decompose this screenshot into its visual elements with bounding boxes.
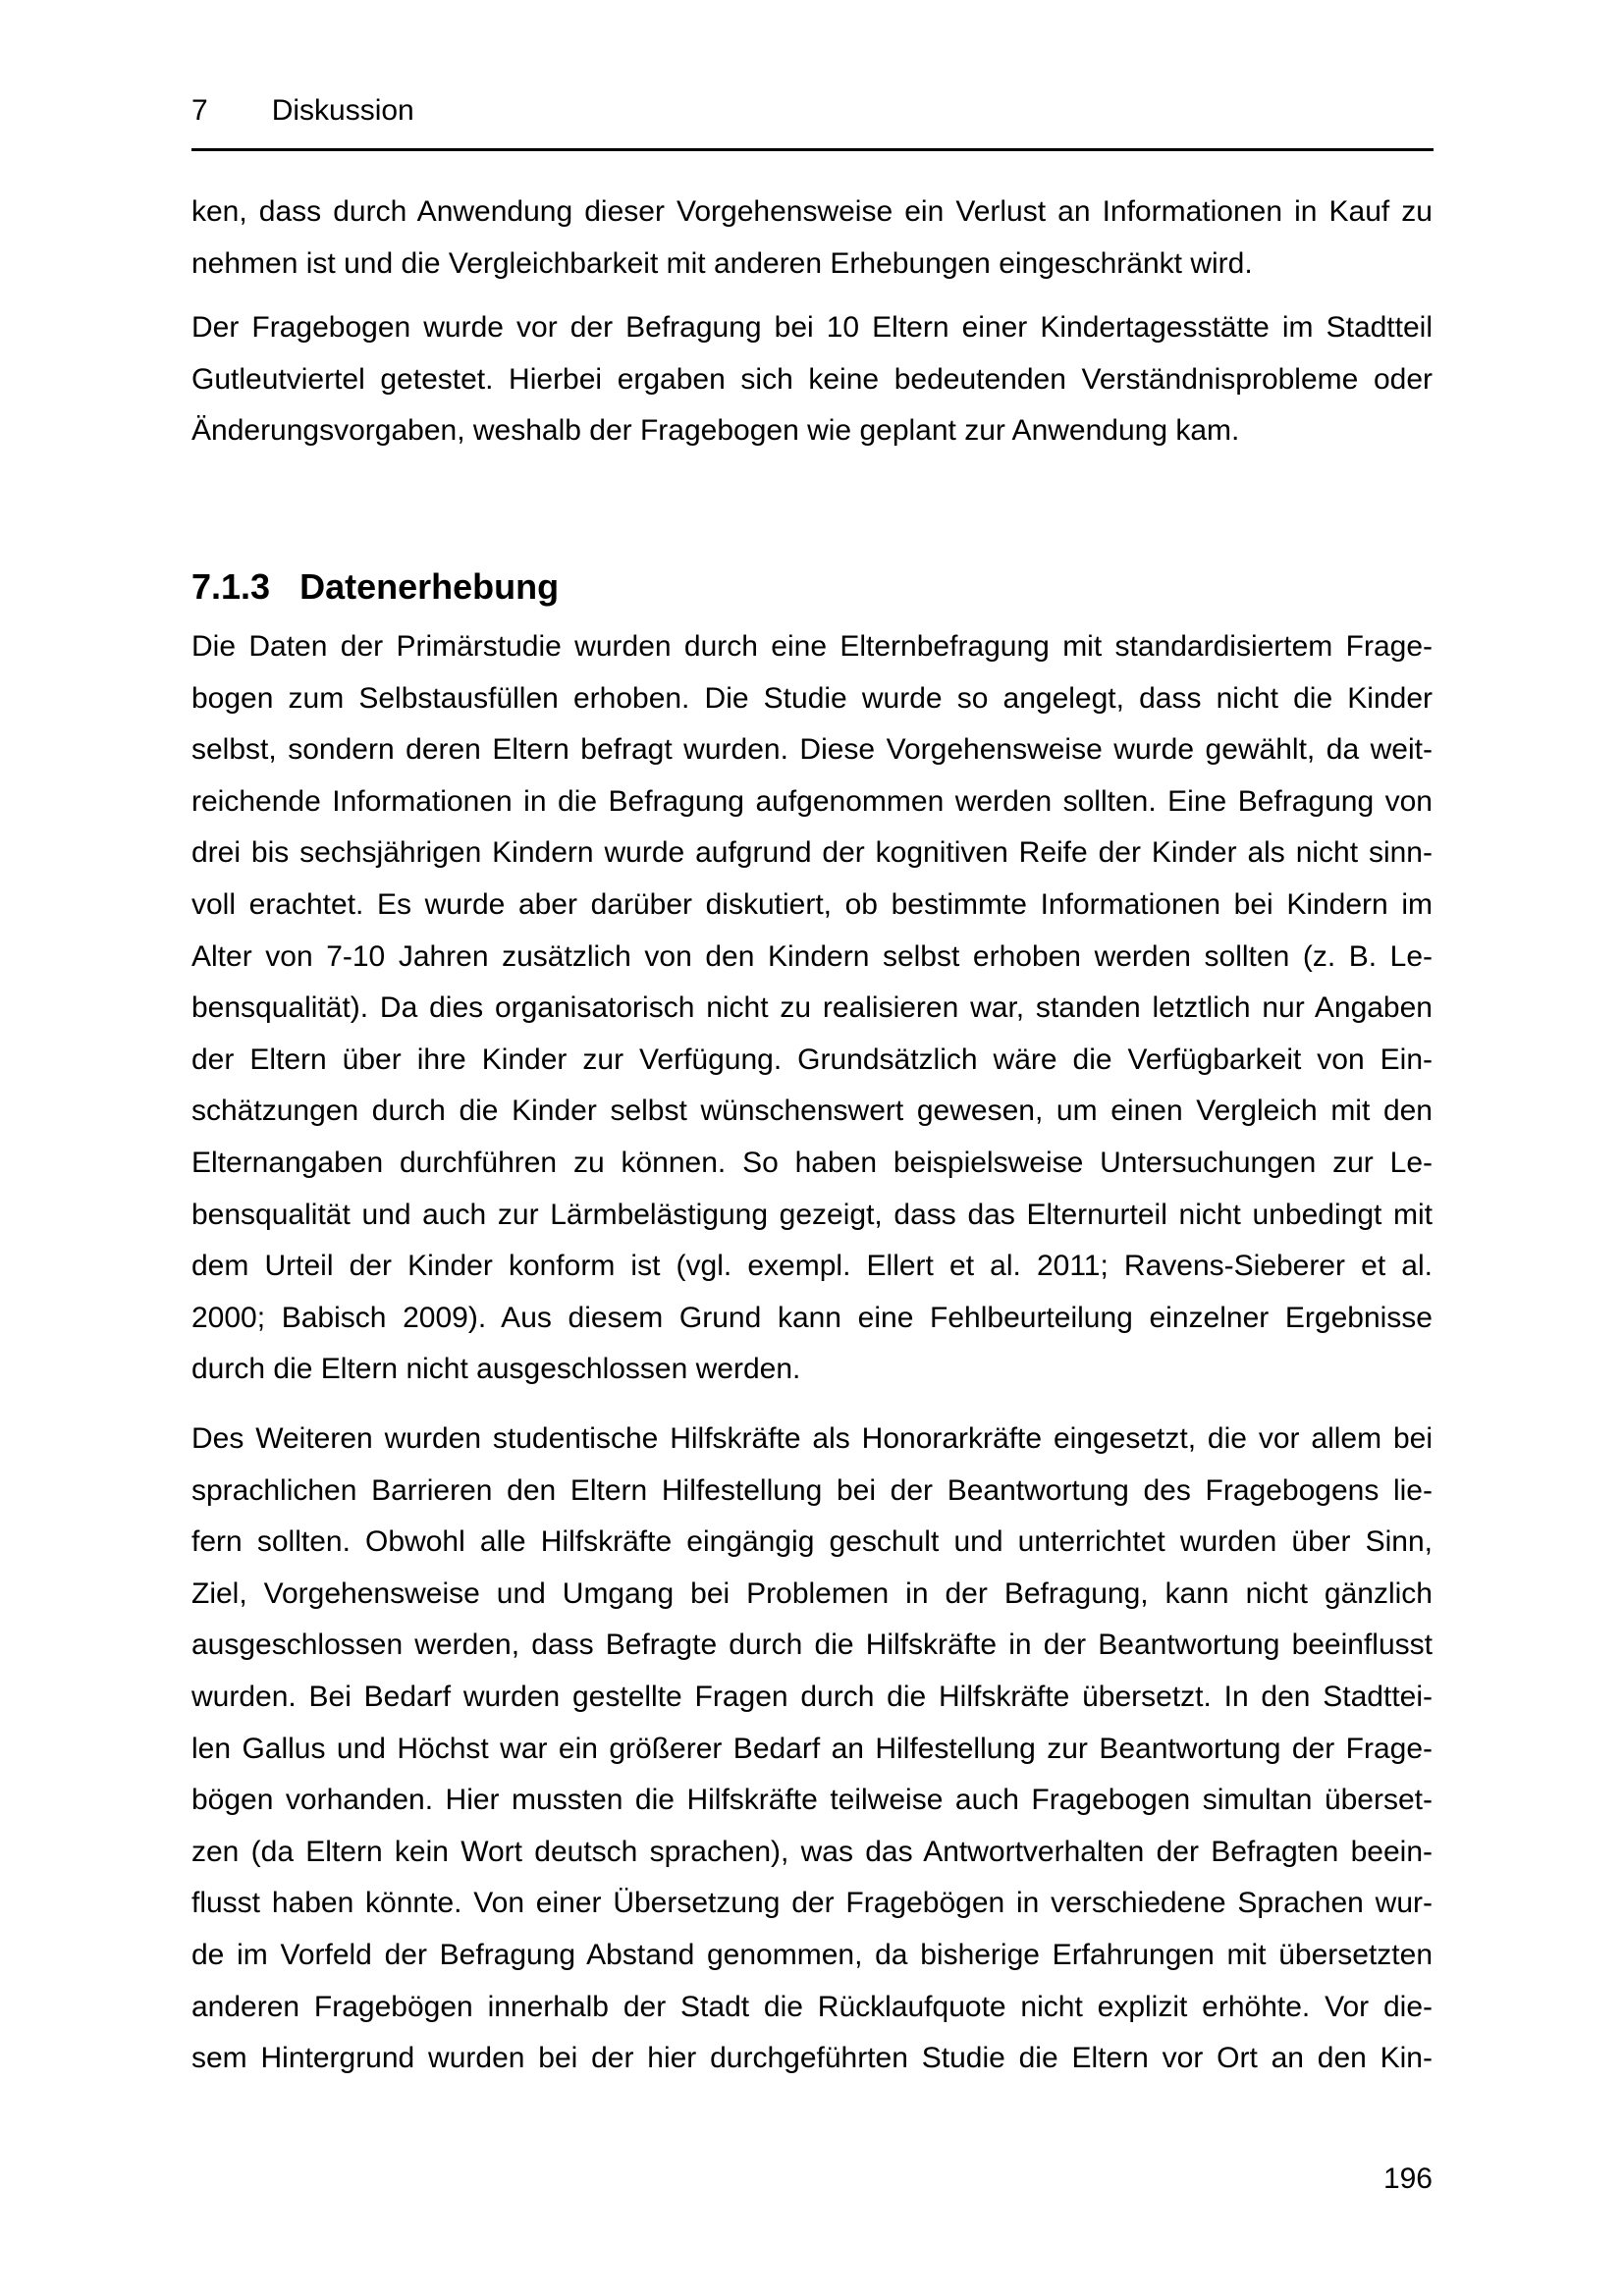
text-line: 2000; Babisch 2009). Aus diesem Grund kann eine Fehlbeurteilung einzelner Ergebnisse (191, 1301, 1433, 1334)
text-line: der Eltern über ihre Kinder zur Verfügung. Grundsätzlich wäre die Verfügbarkeit von Ein- (191, 1042, 1433, 1076)
text-line: flusst haben könnte. Von einer Übersetzung der Fragebögen in verschiedene Sprachen wur- (191, 1887, 1433, 1920)
text-line: Die Daten der Primärstudie wurden durch eine Elternbefragung mit standardisiertem Frage- (191, 630, 1433, 663)
text-line: anderen Fragebögen innerhalb der Stadt die Rücklaufquote nicht explizit erhöhte. Vor die- (191, 1990, 1433, 2023)
text-line: Der Fragebogen wurde vor der Befragung bei 10 Eltern einer Kindertagesstätte im Stadtteil (191, 311, 1433, 344)
chapter-title: Diskussion (271, 94, 414, 127)
text-line: bensqualität und auch zur Lärmbelästigung gezeigt, dass das Elternurteil nicht unbedingt mit (191, 1198, 1433, 1231)
text-line: sem Hintergrund wurden bei der hier durchgeführten Studie die Eltern vor Ort an den Kin- (191, 2042, 1433, 2075)
paragraph (191, 621, 1433, 1396)
paragraph (191, 1414, 1433, 2085)
running-header (191, 95, 1433, 127)
text-line: sprachlichen Barrieren den Eltern Hilfestellung bei der Beantwortung des Fragebogens lie- (191, 1473, 1433, 1507)
text-line: voll erachtet. Es wurde aber darüber diskutiert, ob bestimmte Informationen bei Kindern im (191, 887, 1433, 921)
text-line: ken, dass durch Anwendung dieser Vorgehensweise ein Verlust an Informationen in Kauf zu (191, 195, 1433, 228)
text-line: Gutleutviertel getestet. Hierbei ergaben sich keine bedeutenden Verständnisprobleme oder (191, 362, 1433, 396)
chapter-number: 7 (191, 94, 208, 127)
text-line: bögen vorhanden. Hier mussten die Hilfskräfte teilweise auch Fragebogen simultan überset- (191, 1784, 1433, 1817)
paragraph (191, 302, 1433, 457)
text-line: Ziel, Vorgehensweise und Umgang bei Problemen in der Befragung, kann nicht gänzlich (191, 1576, 1433, 1610)
text-line: Des Weiteren wurden studentische Hilfskräfte als Honorarkräfte eingesetzt, die vor allem bei (191, 1422, 1433, 1455)
text-line: fern sollten. Obwohl alle Hilfskräfte eingängig geschult und unterrichtet wurden über Sinn, (191, 1525, 1433, 1559)
text-line: Alter von 7-10 Jahren zusätzlich von den Kindern selbst erhoben werden sollten (z. B. Le- (191, 939, 1433, 973)
page-number: 196 (1382, 2163, 1433, 2195)
header-rule (191, 148, 1434, 151)
text-line: drei bis sechsjährigen Kindern wurde aufgrund der kognitiven Reife der Kinder als nicht sinn- (191, 836, 1433, 870)
text-line: bensqualität). Da dies organisatorisch nicht zu realisieren war, standen letztlich nur Angaben (191, 991, 1433, 1025)
text-line: len Gallus und Höchst war ein größerer Bedarf an Hilfestellung zur Beantwortung der Frage- (191, 1732, 1433, 1765)
text-line: bogen zum Selbstausfüllen erhoben. Die Studie wurde so angelegt, dass nicht die Kinder (191, 681, 1433, 715)
paragraph (191, 187, 1433, 290)
text-line: dem Urteil der Kinder konform ist (vgl. exempl. Ellert et al. 2011; Ravens-Sieberer et al. (191, 1250, 1433, 1283)
text-line: Elternangaben durchführen zu können. So haben beispielsweise Untersuchungen zur Le- (191, 1146, 1433, 1179)
text-line: selbst, sondern deren Eltern befragt wurden. Diese Vorgehensweise wurde gewählt, da weit- (191, 733, 1433, 767)
text-line: ausgeschlossen werden, dass Befragte durch die Hilfskräfte in der Beantwortung beeinflusst (191, 1629, 1433, 1662)
section-heading (191, 567, 559, 607)
text-line: zen (da Eltern kein Wort deutsch sprachen), was das Antwortverhalten der Befragten beein- (191, 1835, 1433, 1868)
text-line: durch die Eltern nicht ausgeschlossen werden. (191, 1353, 801, 1386)
text-line: Änderungsvorgaben, weshalb der Fragebogen wie geplant zur Anwendung kam. (191, 414, 1240, 448)
text-line: wurden. Bei Bedarf wurden gestellte Fragen durch die Hilfskräfte übersetzt. In den Stadttei- (191, 1680, 1433, 1713)
section-title: Datenerhebung (299, 566, 560, 607)
text-line: de im Vorfeld der Befragung Abstand genommen, da bisherige Erfahrungen mit übersetzten (191, 1938, 1433, 1971)
text-line: reichende Informationen in die Befragung aufgenommen werden sollten. Eine Befragung von (191, 784, 1433, 818)
text-line: nehmen ist und die Vergleichbarkeit mit anderen Erhebungen eingeschränkt wird. (191, 246, 1253, 280)
text-line: schätzungen durch die Kinder selbst wünschenswert gewesen, um einen Vergleich mit den (191, 1095, 1433, 1128)
section-number: 7.1.3 (191, 566, 271, 607)
